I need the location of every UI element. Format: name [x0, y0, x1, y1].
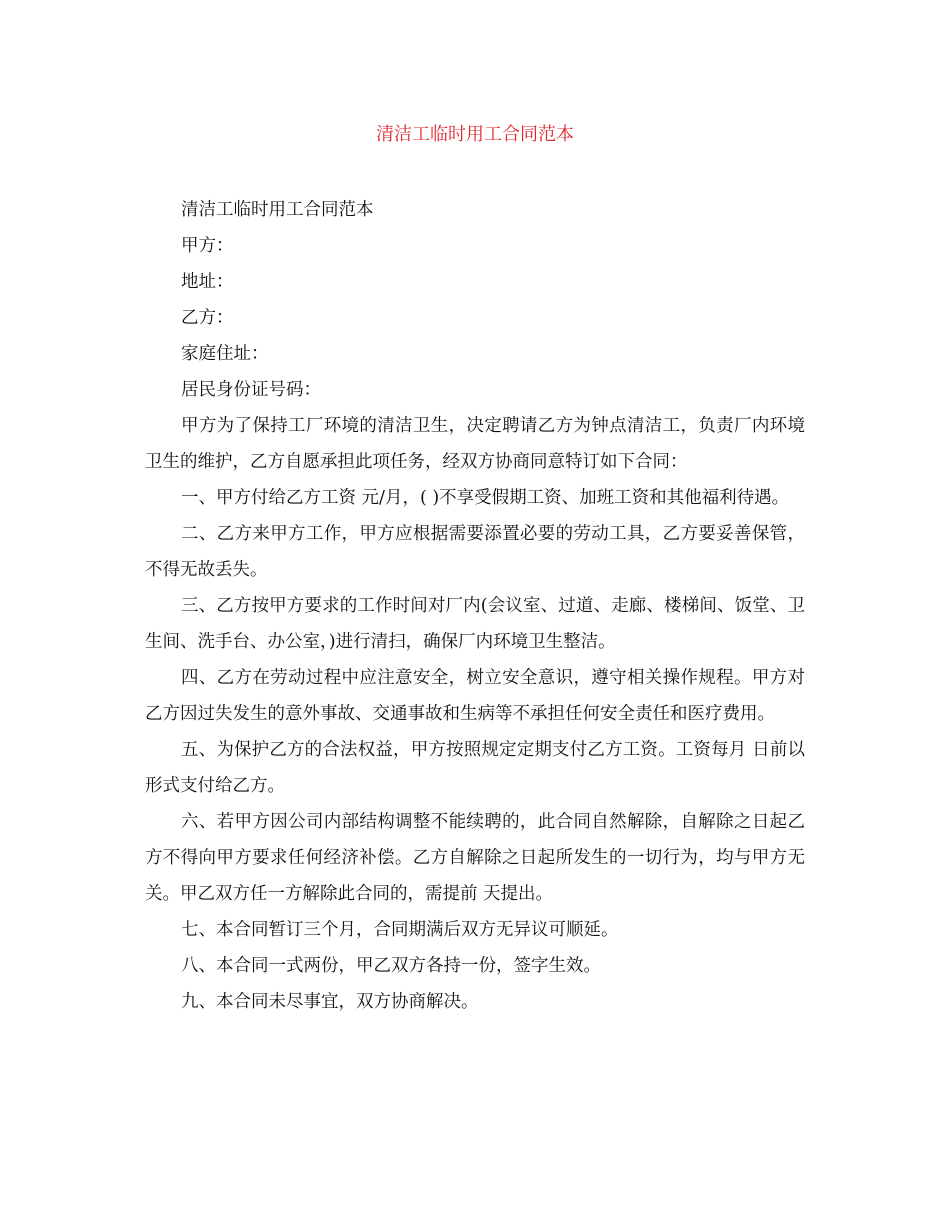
- address-line: 地址：: [181, 272, 234, 292]
- clause-4: 四、乙方在劳动过程中应注意安全，树立安全意识，遵守相关操作规程。甲方对乙方因过失发生的意外事故、交通事故和生病等不承担任何安全责任和医疗费用。: [145, 668, 805, 724]
- clause-7: 七、本合同暂订三个月，合同期满后双方无异议可顺延。: [181, 920, 619, 940]
- clause-9: 九、本合同未尽事宜，双方协商解决。: [181, 992, 479, 1012]
- intro-paragraph: 甲方为了保持工厂环境的清洁卫生，决定聘请乙方为钟点清洁工，负责厂内环境卫生的维护，乙方自愿承担此项任务，经双方协商同意特订如下合同：: [145, 416, 805, 472]
- id-number-line: 居民身份证号码：: [181, 380, 321, 400]
- clause-2: 二、乙方来甲方工作，甲方应根据需要添置必要的劳动工具，乙方要妥善保管，不得无故丢失。: [145, 524, 805, 580]
- party-b-line: 乙方：: [181, 308, 234, 328]
- home-address-line: 家庭住址：: [181, 344, 269, 364]
- clause-8: 八、本合同一式两份，甲乙双方各持一份，签字生效。: [181, 956, 601, 976]
- document-title: 清洁工临时用工合同范本: [376, 124, 574, 145]
- clause-3: 三、乙方按甲方要求的工作时间对厂内(会议室、过道、走廊、楼梯间、饭堂、卫生间、洗手台、办公室，)进行清扫，确保厂内环境卫生整洁。: [145, 596, 805, 652]
- party-a-line: 甲方：: [181, 236, 234, 256]
- document-body: [145, 192, 805, 1020]
- clause-1: 一、甲方付给乙方工资 元/月，( )不享受假期工资、加班工资和其他福利待遇。: [181, 488, 790, 508]
- clause-5: 五、为保护乙方的合法权益，甲方按照规定定期支付乙方工资。工资每月 日前以 形式支付给乙方。: [145, 740, 805, 796]
- header-line-heading: 清洁工临时用工合同范本: [181, 200, 374, 220]
- clause-6: 六、若甲方因公司内部结构调整不能续聘的，此合同自然解除，自解除之日起乙方不得向甲方要求任何经济补偿。乙方自解除之日起所发生的一切行为，均与甲方无关。甲乙双方任一方解除此合同的，需提前 天提出。: [145, 812, 805, 904]
